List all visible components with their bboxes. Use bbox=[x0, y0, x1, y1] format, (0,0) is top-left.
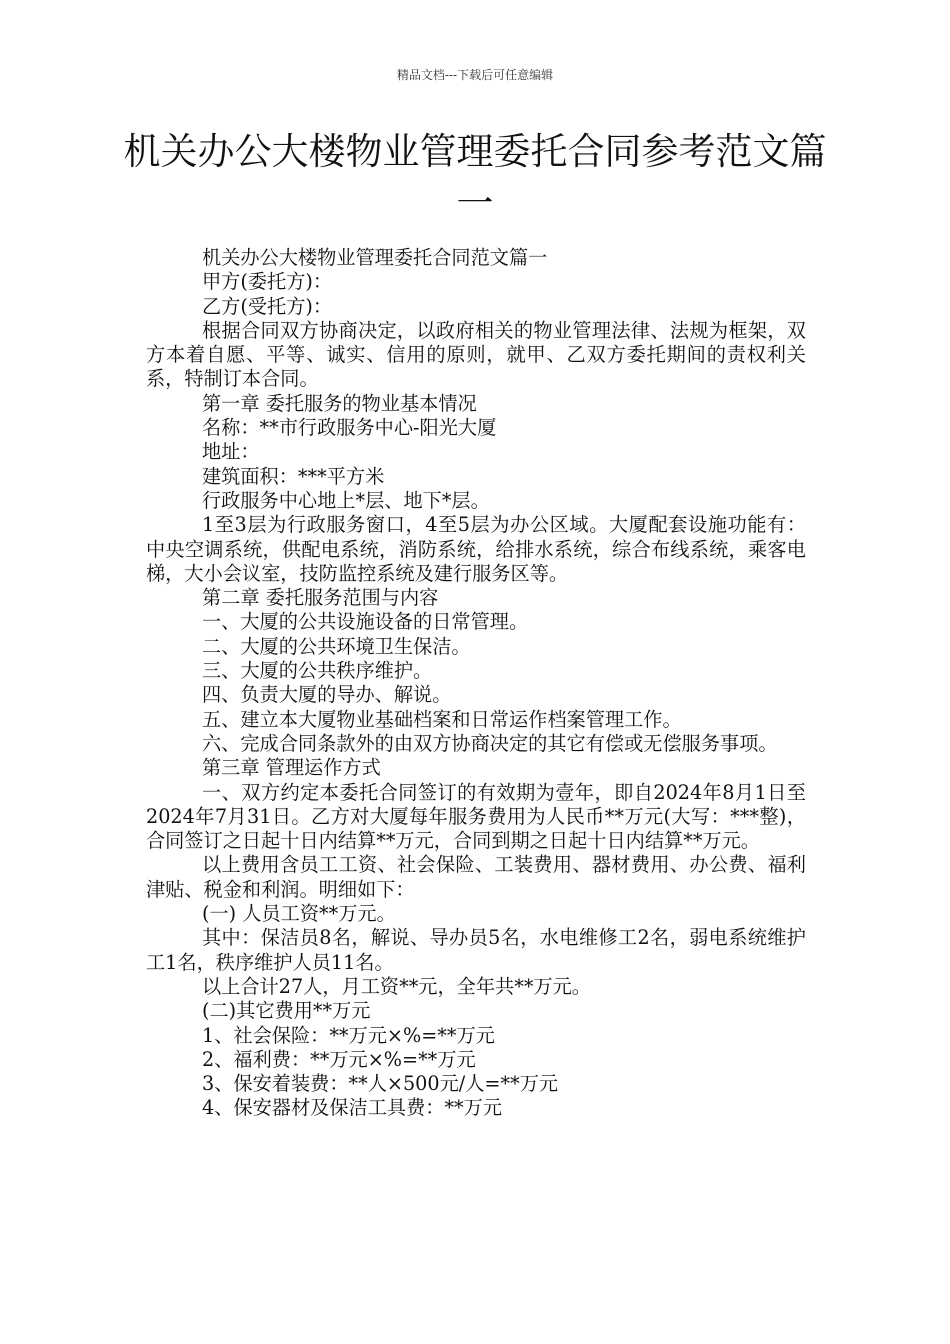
document-body bbox=[146, 246, 806, 1121]
list-item: 六、完成合同条款外的由双方协商决定的其它有偿或无偿服务事项。 bbox=[202, 731, 778, 755]
paragraph: 机关办公大楼物业管理委托合同范文篇一 bbox=[202, 246, 548, 269]
list-item: 四、负责大厦的导办、解说。 bbox=[202, 683, 452, 707]
paragraph: (一) 人员工资**万元。 bbox=[202, 902, 396, 926]
paragraph: 行政服务中心地上*层、地下*层。 bbox=[202, 488, 490, 512]
paragraph: 根据合同双方协商决定，以政府相关的物业管理法律、法规为框架，双方本着自愿、平等、诚实、信用的原则，就甲、乙双方委托期间的责权利关系，特制订本合同。 bbox=[146, 318, 806, 391]
paragraph: 建筑面积：***平方米 bbox=[202, 464, 385, 488]
paragraph: 名称：**市行政服务中心-阳光大厦 bbox=[202, 416, 497, 440]
paragraph: 一、双方约定本委托合同签订的有效期为壹年，即自2024年8月1日至2024年7月31日。乙方对大厦每年服务费用为人民币**万元(大写：***整)，合同签订之日起十日内结算**万元，合同到期之日起十日内结算**万元。 bbox=[146, 780, 806, 853]
paragraph: 甲方(委托方)： bbox=[202, 270, 333, 294]
paragraph: 以上合计27人，月工资**元，全年共**万元。 bbox=[202, 974, 591, 998]
chapter-heading: 第一章 委托服务的物业基本情况 bbox=[202, 391, 477, 415]
list-item: 五、建立本大厦物业基础档案和日常运作档案管理工作。 bbox=[202, 707, 682, 731]
paragraph: 乙方(受托方)： bbox=[202, 294, 333, 318]
paragraph: 1至3层为行政服务窗口，4至5层为办公区域。大厦配套设施功能有：中央空调系统，供配电系统，消防系统，给排水系统，综合布线系统，乘客电梯，大小会议室，技防监控系统及建行服务区等。 bbox=[146, 513, 806, 585]
paragraph: 其中：保洁员8名，解说、导办员5名，水电维修工2名，弱电系统维护工1名，秩序维护人员11名。 bbox=[146, 926, 806, 974]
list-item: 3、保安着装费：**人×500元/人=**万元 bbox=[202, 1072, 559, 1096]
list-item: 4、保安器材及保洁工具费：**万元 bbox=[202, 1096, 503, 1120]
list-item: 二、大厦的公共环境卫生保洁。 bbox=[202, 634, 471, 658]
document-title: 机关办公大楼物业管理委托合同参考范文篇一 bbox=[123, 130, 827, 225]
list-item: 1、社会保险：**万元×%=**万元 bbox=[202, 1023, 495, 1047]
chapter-heading: 第三章 管理运作方式 bbox=[202, 756, 381, 780]
paragraph: 地址： bbox=[202, 440, 260, 464]
list-item: 三、大厦的公共秩序维护。 bbox=[202, 659, 433, 683]
list-item: 2、福利费：**万元×%=**万元 bbox=[202, 1047, 476, 1071]
header-note: 精品文档---下载后可任意编辑 bbox=[396, 68, 554, 82]
list-item: 一、大厦的公共设施设备的日常管理。 bbox=[202, 610, 529, 634]
paragraph: 以上费用含员工工资、社会保险、工装费用、器材费用、办公费、福利津贴、税金和利润。明细如下： bbox=[146, 853, 806, 901]
paragraph: (二)其它费用**万元 bbox=[202, 999, 371, 1023]
chapter-heading: 第二章 委托服务范围与内容 bbox=[202, 586, 439, 610]
